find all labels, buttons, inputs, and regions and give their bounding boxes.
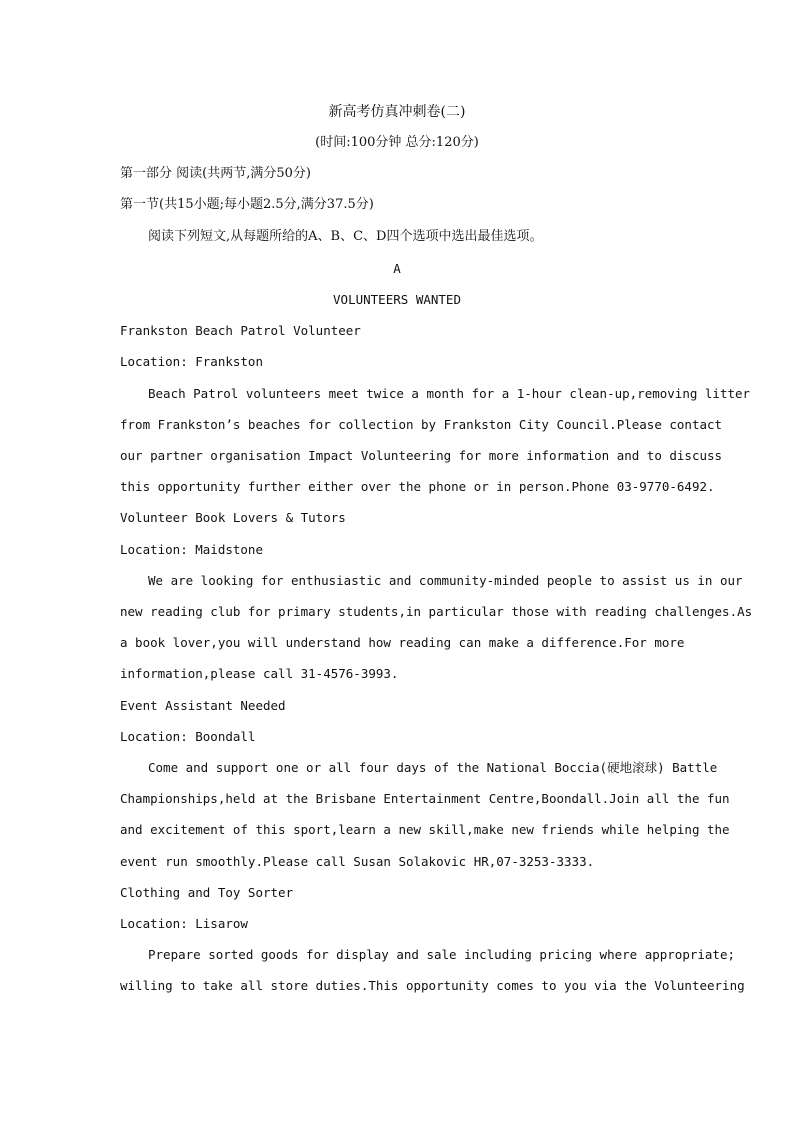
ad-location: Location: Lisarow [120, 916, 248, 931]
ad-title: Clothing and Toy Sorter [120, 885, 294, 900]
ad-text-line: Championships,held at the Brisbane Entertainment Centre,Boondall.Join all the fun [120, 791, 730, 806]
ad-text-line: from Frankston’s beaches for collection by Frankston City Council.Please contact [120, 417, 723, 432]
passage-title: VOLUNTEERS WANTED [333, 292, 461, 307]
passage-label: A [393, 261, 401, 276]
ad-text-line: information,please call 31-4576-3993. [120, 666, 399, 681]
ad-text-line: new reading club for primary students,in particular those with reading challenges.As [120, 604, 753, 619]
ad-text-line: and excitement of this sport,learn a new skill,make new friends while helping the [120, 822, 730, 837]
ad-location: Location: Boondall [120, 729, 256, 744]
ad-text-line: Come and support one or all four days of the National Boccia(硬地滚球) Battle [148, 760, 718, 775]
ad-text-line: our partner organisation Impact Volunteering for more information and to discuss [120, 448, 723, 463]
ad-title: Frankston Beach Patrol Volunteer [120, 323, 361, 338]
ad-text-line: willing to take all store duties.This opportunity comes to you via the Volunteering [120, 978, 745, 993]
ad-location: Location: Maidstone [120, 542, 263, 557]
exam-title: 新高考仿真冲刺卷(二) [328, 104, 466, 120]
ad-text-line: Beach Patrol volunteers meet twice a month for a 1-hour clean-up,removing litter [148, 386, 751, 401]
ad-text-line: event run smoothly.Please call Susan Solakovic HR,07-3253-3333. [120, 854, 595, 869]
ad-text-line: a book lover,you will understand how reading can make a difference.For more [120, 635, 685, 650]
ad-title: Event Assistant Needed [120, 698, 286, 713]
ad-text-line: We are looking for enthusiastic and community-minded people to assist us in our [148, 573, 743, 588]
section1-heading: 第一节(共15小题;每小题2.5分,满分37.5分) [120, 197, 374, 212]
ad-text-line: Prepare sorted goods for display and sale including pricing where appropriate; [148, 947, 735, 962]
ad-title: Volunteer Book Lovers & Tutors [120, 510, 346, 525]
ad-text-line: this opportunity further either over the phone or in person.Phone 03-9770-6492. [120, 479, 715, 494]
part1-heading: 第一部分 阅读(共两节,满分50分) [120, 166, 311, 181]
ad-location: Location: Frankston [120, 354, 263, 369]
exam-time-score: (时间:100分钟 总分:120分) [315, 135, 479, 150]
reading-instruction: 阅读下列短文,从每题所给的A、B、C、D四个选项中选出最佳选项。 [148, 229, 543, 244]
